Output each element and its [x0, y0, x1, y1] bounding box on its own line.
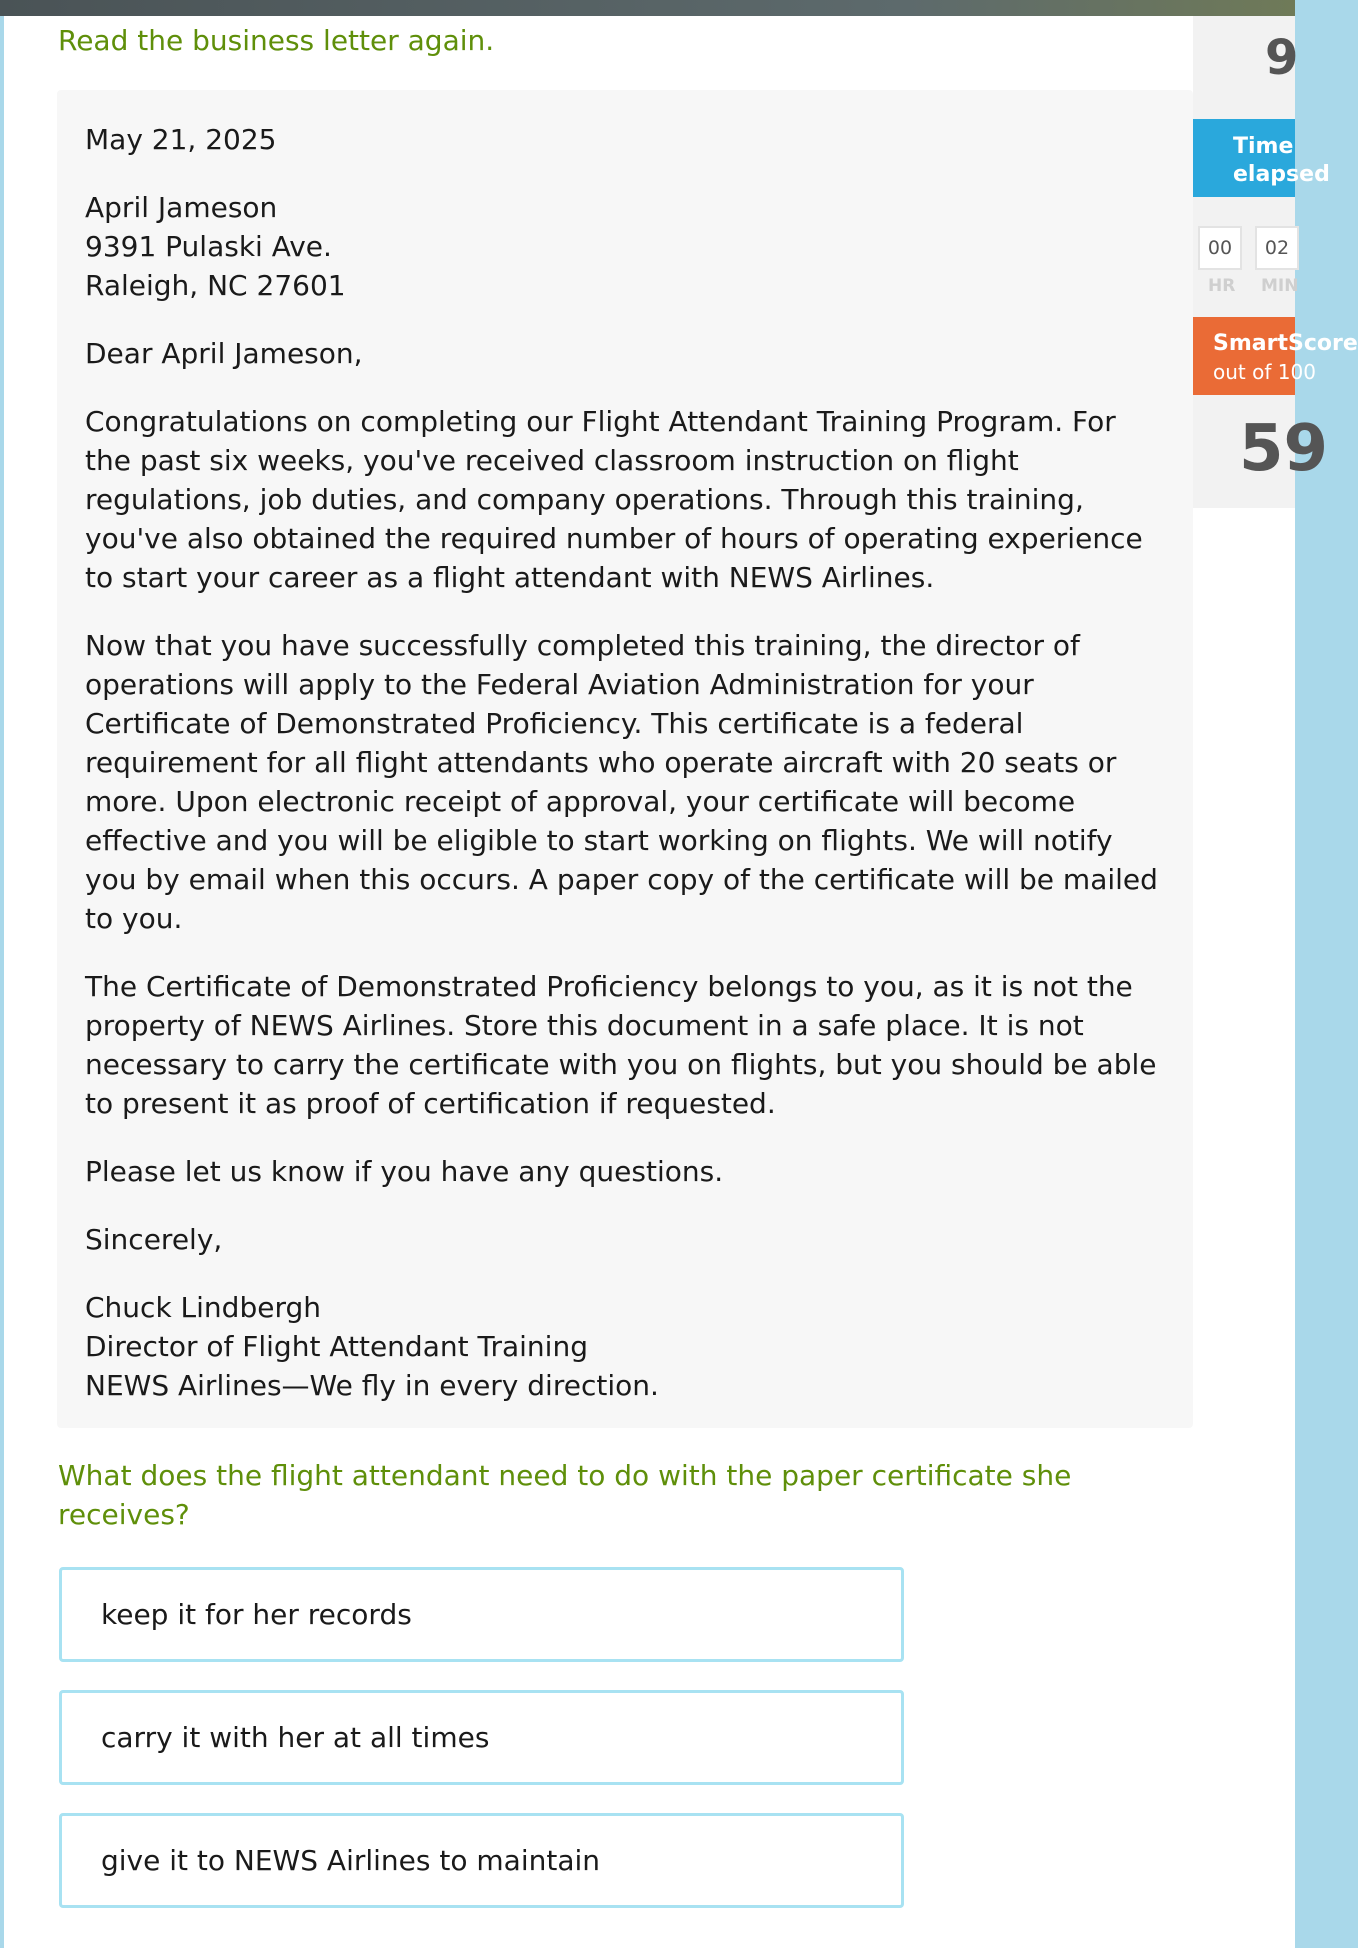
- smartscore-subtitle: out of 100: [1213, 360, 1316, 384]
- letter-paragraph: Congratulations on completing our Flight Attendant Training Program. For the past six weeks, you've received classroom instruction on flight regulations, job duties, and company operations. Through this training, you've also obtained the required number of hours of operating experience to start your career as a flight attendant with NEWS Airlines.: [85, 405, 1143, 594]
- smartscore-header: [1193, 317, 1358, 395]
- time-elapsed-header: [1193, 119, 1330, 197]
- answer-choice-carry-always[interactable]: carry it with her at all times: [59, 1690, 904, 1785]
- smartscore-label: SmartScore: [1213, 331, 1358, 356]
- letter-paragraph: The Certificate of Demonstrated Proficiency belongs to you, as it is not the property of NEWS Airlines. Store this document in a safe place. It is not necessary to carry the certificate with you on flights, but you should be able to present it as proof of certification if requested.: [85, 970, 1157, 1120]
- timer-hours: 00: [1198, 226, 1242, 270]
- instruction-text: Read the business letter again.: [58, 24, 495, 57]
- letter-recipient-address: [85, 188, 1165, 305]
- letter-signature: [85, 1288, 1165, 1405]
- time-elapsed-label-line2: elapsed: [1233, 162, 1330, 187]
- recipient-name: April Jameson: [85, 191, 278, 224]
- recipient-city: Raleigh, NC 27601: [85, 269, 346, 302]
- timer-minutes-label: MIN: [1261, 276, 1299, 296]
- letter-paragraph: Please let us know if you have any questions.: [85, 1155, 724, 1188]
- signature-name: Chuck Lindbergh: [85, 1291, 321, 1324]
- letter-date: May 21, 2025: [85, 123, 277, 156]
- signature-title: Director of Flight Attendant Training: [85, 1330, 588, 1363]
- question-number: 9: [1265, 30, 1299, 86]
- practice-panel: [4, 16, 1358, 1948]
- question-text: What does the flight attendant need to do with the paper certificate she receives?: [58, 1459, 1072, 1531]
- timer-hours-label: HR: [1208, 276, 1236, 296]
- signature-company: NEWS Airlines—We fly in every direction.: [85, 1369, 659, 1402]
- recipient-street: 9391 Pulaski Ave.: [85, 230, 332, 263]
- answer-choice-keep-records[interactable]: keep it for her records: [59, 1567, 904, 1662]
- letter-paragraph: Now that you have successfully completed this training, the director of operations will apply to the Federal Aviation Administration for your Certificate of Demonstrated Proficiency. This certificate is a federal requirement for all flight attendants who operate aircraft with 20 seats or more. Upon electronic receipt of approval, your certificate will become effective and you will be eligible to start working on flights. We will notify you by email when this occurs. A paper copy of the certificate will be mailed to you.: [85, 629, 1158, 935]
- answer-choice-give-to-airline[interactable]: give it to NEWS Airlines to maintain: [59, 1813, 904, 1908]
- letter-salutation: Dear April Jameson,: [85, 337, 363, 370]
- top-bar: [0, 0, 1295, 16]
- timer-minutes: 02: [1255, 226, 1299, 270]
- letter-closing: Sincerely,: [85, 1223, 223, 1256]
- progress-sidebar: [1193, 16, 1358, 508]
- smartscore-value: 59: [1239, 412, 1329, 486]
- business-letter: [57, 90, 1193, 1428]
- time-elapsed-label-line1: Time: [1233, 134, 1294, 159]
